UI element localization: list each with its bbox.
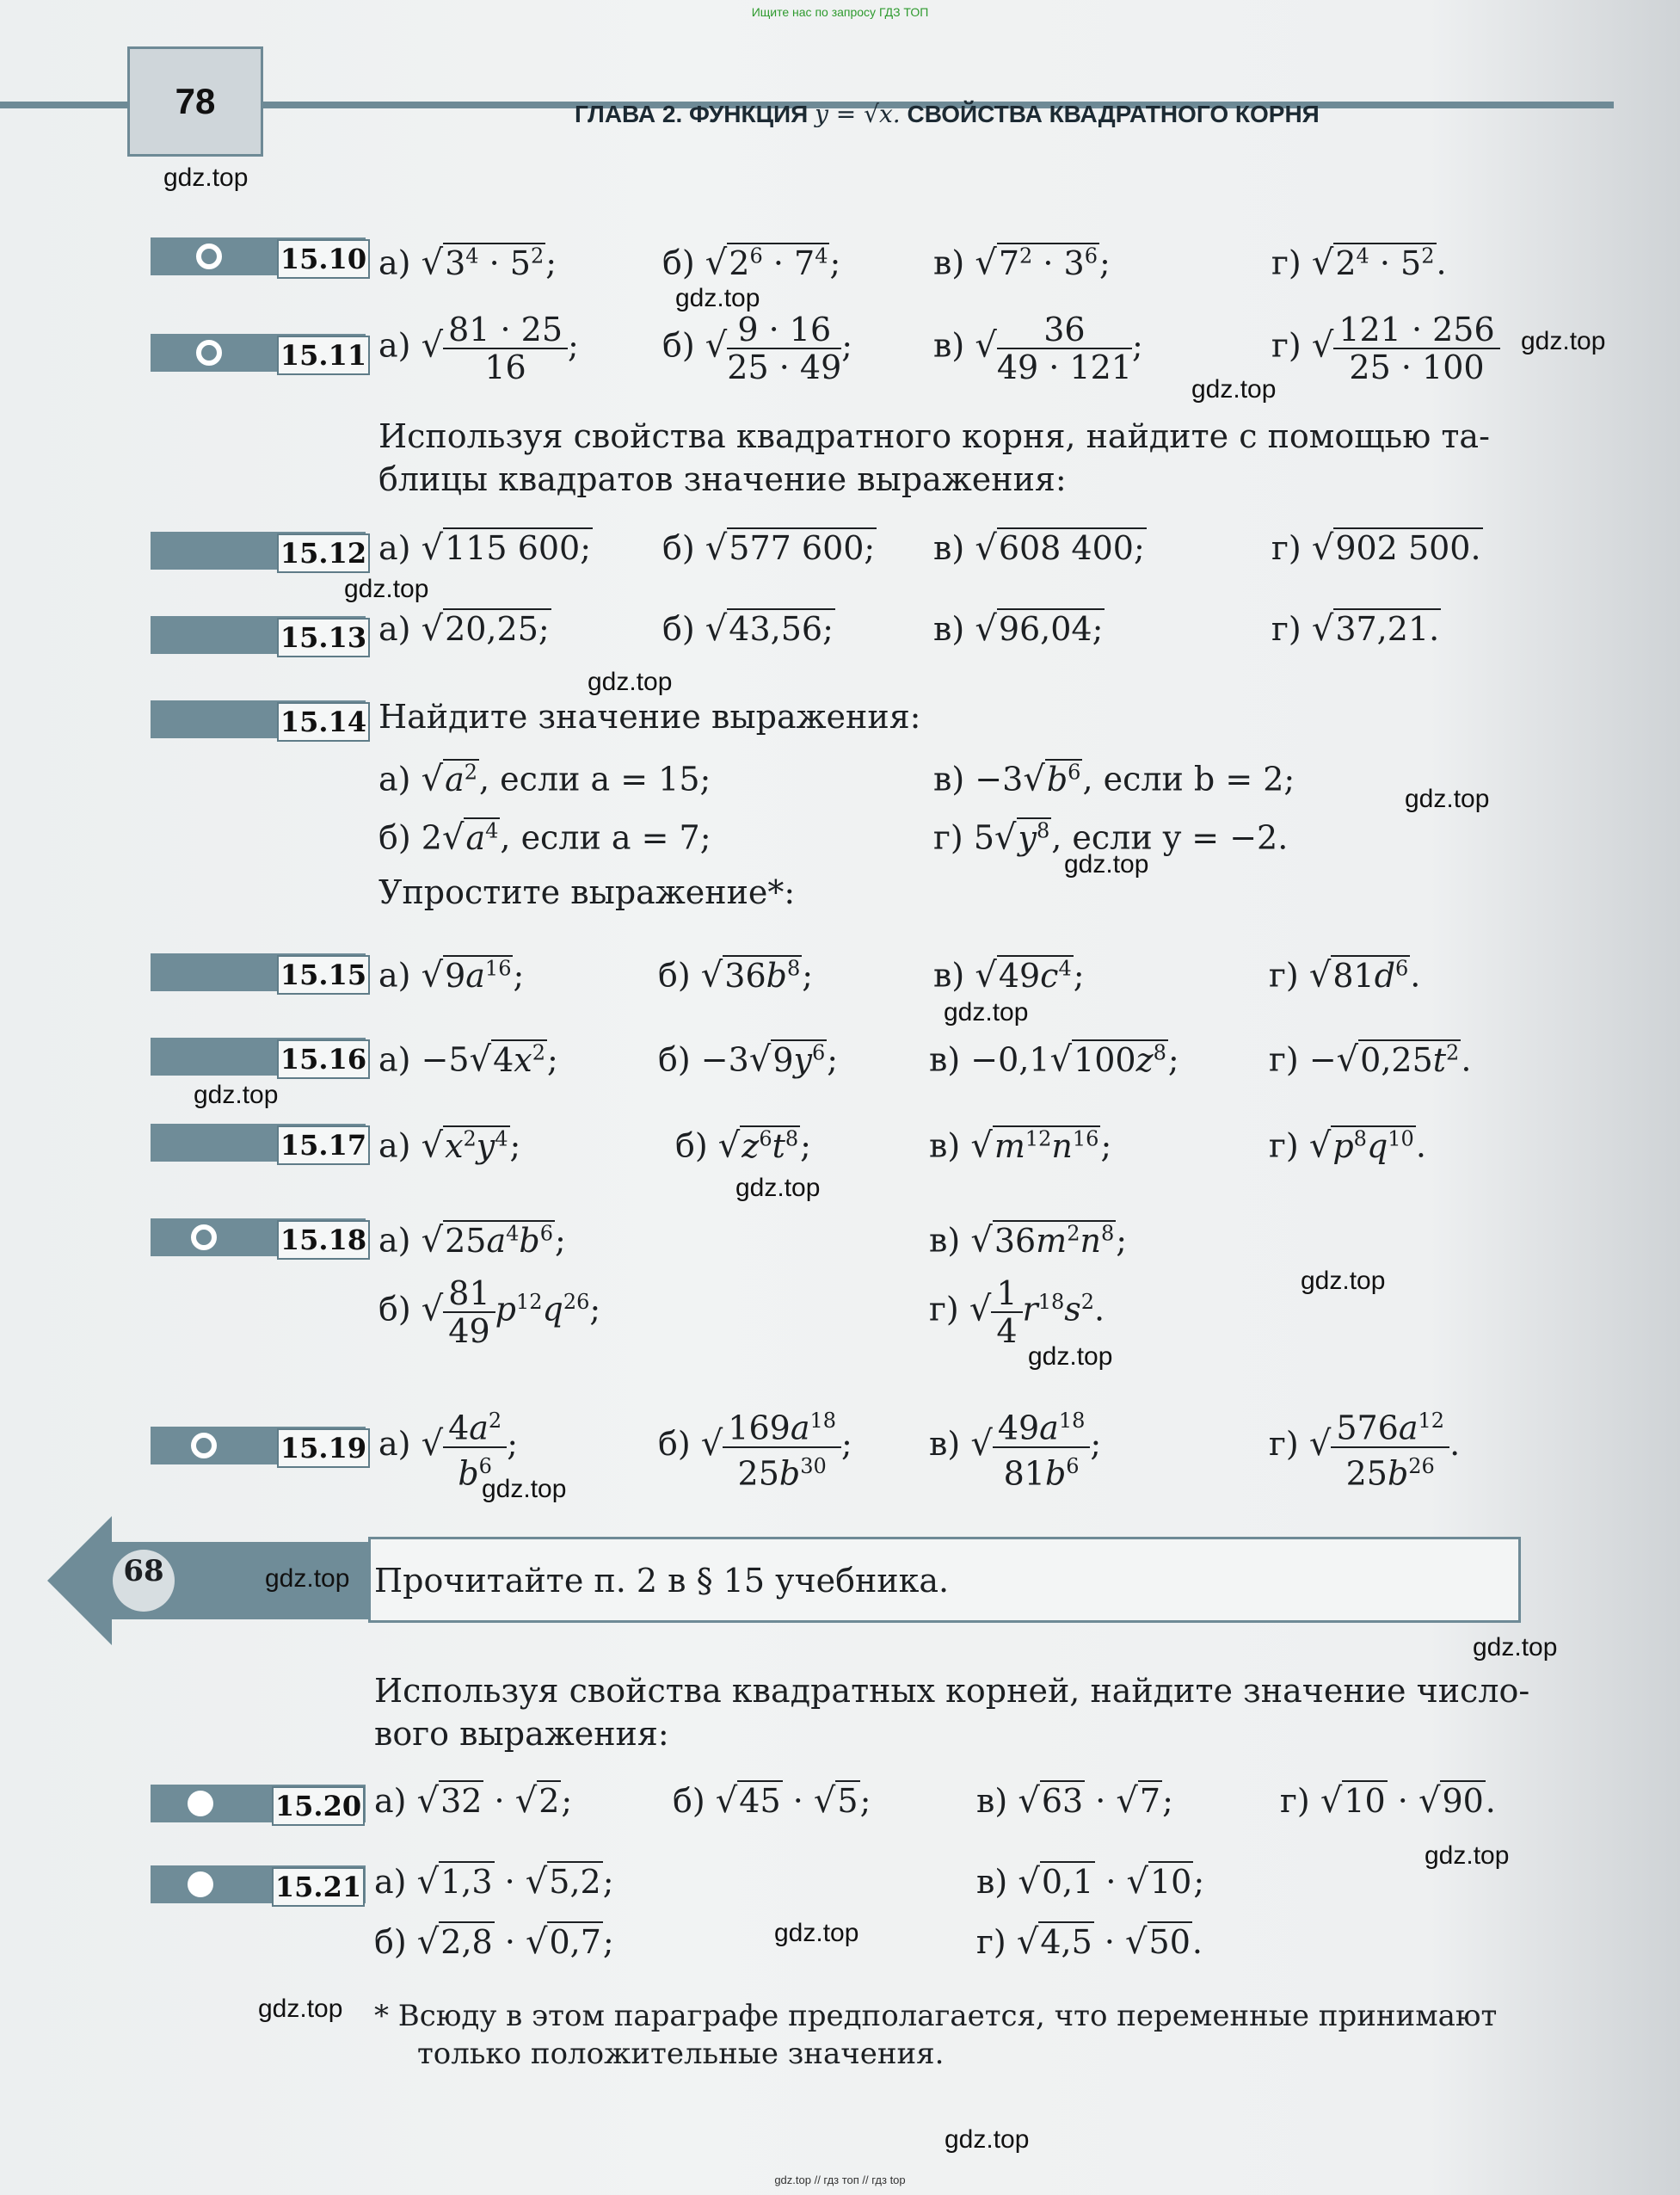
exercise-15-20-v: в) √63 · √7; <box>976 1781 1173 1821</box>
watermark-label: gdz.top <box>1028 1342 1113 1371</box>
instruction-line: Упростите выражение*: <box>378 873 796 911</box>
difficulty-circle-icon <box>191 1433 217 1458</box>
exercise-number: 15.20 <box>272 1786 365 1826</box>
watermark-label: gdz.top <box>163 163 249 192</box>
exercise-15-13-b: б) √43,56; <box>662 609 834 649</box>
exercise-15-15-g: г) $√81d^6$. <box>1269 955 1421 996</box>
difficulty-circle-icon <box>191 1224 217 1250</box>
watermark-label: gdz.top <box>588 668 673 696</box>
exercise-number: 15.11 <box>277 336 370 375</box>
exercise-15-15-b: б) $√36b^8$; <box>658 955 814 996</box>
exercise-15-14-v: $в) -3√b^6$, если b = 2; <box>933 759 1295 799</box>
exercise-15-11-a: а) √ $\frac{81 \cdot 25}{16}$ ; <box>378 311 579 386</box>
exercise-15-17-v: в) $√m^{12}n^{16}$; <box>929 1125 1112 1166</box>
footnote-line: только положительные значения. <box>417 2037 945 2071</box>
exercise-number: 15.16 <box>277 1039 370 1079</box>
difficulty-circle-icon <box>196 244 222 269</box>
top-watermark: Ищите нас по запросу ГДЗ ТОП <box>751 5 929 19</box>
reference-text: Прочитайте п. 2 в § 15 учебника. <box>374 1562 950 1600</box>
instruction-line: вого выражения: <box>374 1715 669 1753</box>
exercise-15-21-v: в) √0,1 · √10; <box>976 1862 1205 1902</box>
difficulty-dot-icon <box>188 1871 213 1897</box>
exercise-15-20-b: б) √45 · √5; <box>673 1781 871 1821</box>
exercise-15-14-g: г) $5√y^8$, если y = −2. <box>933 817 1289 858</box>
instruction-line: Используя свойства квадратных корней, найдите значение число- <box>374 1672 1530 1710</box>
watermark-label: gdz.top <box>735 1174 821 1202</box>
instruction-line: Найдите значение выражения: <box>378 698 921 736</box>
exercise-15-10-b: б) $√2^6 \cdot 7^4$; <box>662 243 841 283</box>
exercise-15-15-v: в) $√49c^4$; <box>933 955 1085 996</box>
reference-number: 68 <box>123 1554 164 1588</box>
exercise-15-21-g: г) √4,5 · √50. <box>976 1922 1203 1962</box>
watermark-label: gdz.top <box>1521 327 1606 355</box>
exercise-15-18-b: б) √ $\frac{81}{49}$ $p^{12}q^{26}$; <box>378 1274 601 1350</box>
exercise-15-14-b: б) $2√a^4$, если a = 7; <box>378 817 711 858</box>
exercise-15-12-a: а) √115 600; <box>378 528 592 568</box>
exercise-15-13-a: а) √20,25; <box>378 609 550 649</box>
exercise-15-11-b: б) √ $\frac{9 \cdot 16}{25 \cdot 49}$ ; <box>662 311 853 386</box>
exercise-number: 15.12 <box>277 533 370 573</box>
exercise-15-19-b: б) √ $\frac{169a^{18}}{25b^{30}}$ ; <box>658 1403 852 1491</box>
watermark-label: gdz.top <box>194 1081 279 1109</box>
watermark-label: gdz.top <box>1064 850 1149 879</box>
exercise-15-12-g: г) √902 500. <box>1271 528 1481 568</box>
bottom-watermark: gdz.top // гдз топ // гдз top <box>774 2173 906 2186</box>
exercise-number: 15.17 <box>277 1125 370 1165</box>
watermark-label: gdz.top <box>675 284 760 312</box>
exercise-number: 15.14 <box>277 702 370 742</box>
watermark-label: gdz.top <box>1473 1633 1558 1662</box>
exercise-15-21-a: а) √1,3 · √5,2; <box>374 1862 614 1902</box>
watermark-label: gdz.top <box>1425 1841 1510 1870</box>
page-number: 78 <box>127 46 263 157</box>
header-rule-left <box>0 102 129 108</box>
exercise-15-14-a: а) $√a^2$, если a = 15; <box>378 759 711 799</box>
watermark-label: gdz.top <box>265 1564 350 1593</box>
exercise-15-10-v: в) $√7^2 \cdot 3^6$; <box>933 243 1111 283</box>
watermark-label: gdz.top <box>344 575 429 603</box>
exercise-15-15-a: а) $√9a^{16}$; <box>378 955 525 996</box>
exercise-15-19-v: в) √ $\frac{49a^{18}}{81b^6}$ ; <box>929 1403 1101 1491</box>
exercise-15-16-v: $в) -0,1√100z^8$; <box>929 1039 1179 1080</box>
exercise-15-11-v: в) √ $\frac{36}{49 \cdot 121}$ ; <box>933 311 1143 386</box>
exercise-15-10-g: г) $√2^4 \cdot 5^2$. <box>1271 243 1447 283</box>
exercise-15-10-a: а) $√3^4 \cdot 5^2$; <box>378 243 557 283</box>
exercise-15-18-v: в) $√36m^2n^8$; <box>929 1220 1128 1261</box>
exercise-15-18-g: г) √ $\frac{1}{4}$ $r^{18}s^2$. <box>929 1274 1105 1350</box>
watermark-label: gdz.top <box>945 2125 1030 2154</box>
exercise-15-18-a: а) $√25a^4b^6$; <box>378 1220 566 1261</box>
exercise-15-20-a: а) √32 · √2; <box>374 1781 573 1821</box>
instruction-line: Используя свойства квадратного корня, найдите с помощью та- <box>378 417 1490 455</box>
exercise-number: 15.10 <box>277 239 370 279</box>
exercise-15-13-g: г) √37,21. <box>1271 609 1440 649</box>
chapter-title: ГЛАВА 2. ФУНКЦИЯ y = √x. СВОЙСТВА КВАДРАТНОГО КОРНЯ <box>575 100 1320 128</box>
difficulty-dot-icon <box>188 1791 213 1816</box>
exercise-15-21-b: б) √2,8 · √0,7; <box>374 1922 614 1962</box>
exercise-15-13-v: в) √96,04; <box>933 609 1104 649</box>
watermark-label: gdz.top <box>1301 1267 1386 1295</box>
exercise-15-19-g: г) √ $\frac{576a^{12}}{25b^{26}}$ . <box>1269 1403 1460 1491</box>
exercise-number: 15.19 <box>277 1428 370 1468</box>
exercise-15-20-g: г) √10 · √90. <box>1280 1781 1496 1821</box>
watermark-label: gdz.top <box>1405 785 1490 813</box>
exercise-15-19-a: а) √ $\frac{4a^2}{b^6}$ ; <box>378 1403 518 1491</box>
exercise-number: 15.18 <box>277 1220 370 1260</box>
exercise-number: 15.21 <box>272 1867 365 1907</box>
watermark-label: gdz.top <box>258 1995 343 2023</box>
footnote-line: * Всюду в этом параграфе предполагается, что переменные принимают <box>374 1999 1498 2033</box>
exercise-15-12-b: б) √577 600; <box>662 528 876 568</box>
exercise-15-11-g: г) √ $\frac{121 \cdot 256}{25 \cdot 100}$ <box>1271 311 1500 385</box>
exercise-15-17-b: б) $√z^6t^8$; <box>675 1125 811 1166</box>
watermark-label: gdz.top <box>774 1919 859 1947</box>
instruction-line: блицы квадратов значение выражения: <box>378 460 1067 498</box>
exercise-15-17-g: г) $√p^8q^{10}$. <box>1269 1125 1426 1166</box>
exercise-15-16-b: $б) -3√9y^6$; <box>658 1039 839 1080</box>
exercise-15-12-v: в) √608 400; <box>933 528 1145 568</box>
exercise-number: 15.13 <box>277 618 370 657</box>
watermark-label: gdz.top <box>482 1475 567 1503</box>
exercise-number: 15.15 <box>277 955 370 995</box>
watermark-label: gdz.top <box>1191 375 1277 404</box>
exercise-15-16-a: $а) -5√4x^2$; <box>378 1039 558 1080</box>
difficulty-circle-icon <box>196 340 222 366</box>
watermark-label: gdz.top <box>944 998 1029 1027</box>
exercise-15-17-a: а) $√x^2y^4$; <box>378 1125 521 1166</box>
exercise-15-16-g: $г) -√0,25t^2$. <box>1269 1039 1472 1080</box>
